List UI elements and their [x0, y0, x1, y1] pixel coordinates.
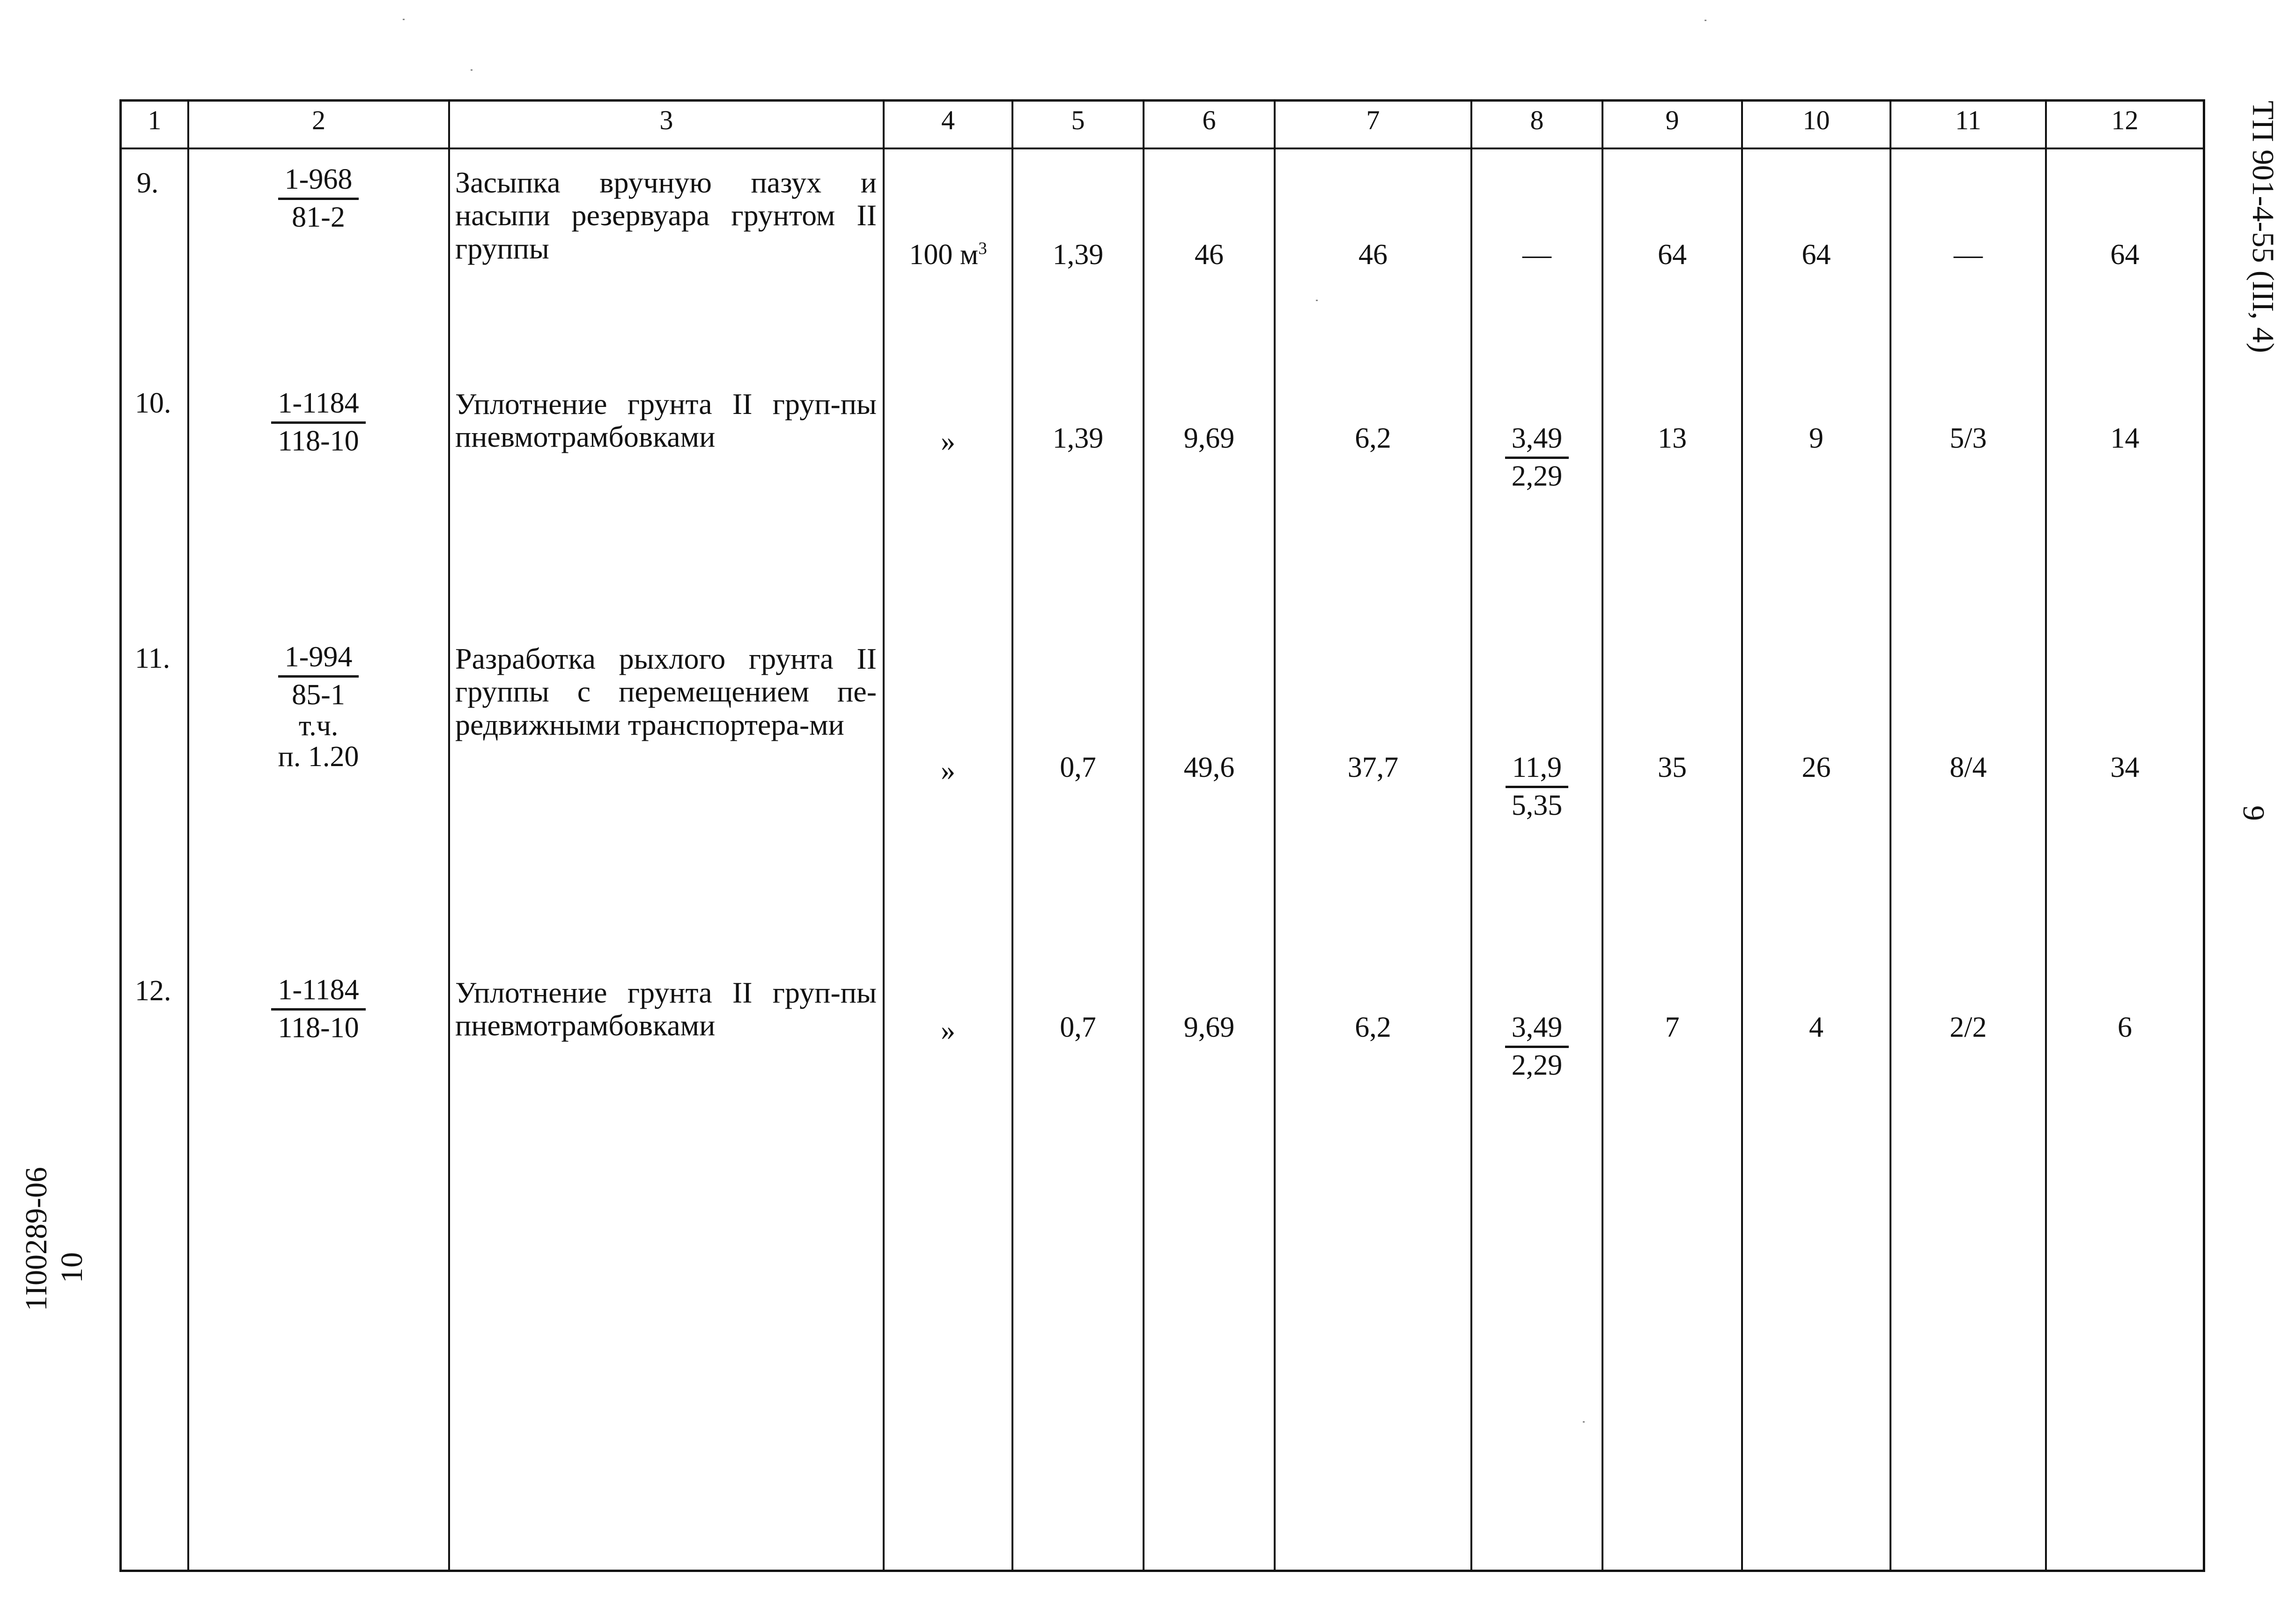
unit-label: 100 м — [909, 239, 979, 271]
work-description: Засыпка вручную пазух и насыпи резервуара грунтом II группы — [455, 166, 877, 265]
value-col5: 1,39 — [1052, 239, 1104, 271]
row-number: 11. — [135, 642, 170, 674]
value-col9: 13 — [1658, 422, 1687, 454]
scan-speck — [1705, 20, 1706, 21]
value-col8-top: 3,49 — [1505, 1013, 1569, 1048]
column-divider — [1602, 99, 1603, 1572]
value-col5: 0,7 — [1060, 1011, 1096, 1043]
value-col7: 6,2 — [1355, 422, 1391, 454]
column-header: 11 — [1955, 105, 1981, 135]
value-col6: 9,69 — [1183, 422, 1235, 454]
column-divider — [883, 99, 885, 1572]
page-number: 9 — [2237, 805, 2271, 821]
value-col6: 49,6 — [1183, 752, 1235, 783]
work-description: Уплотнение грунта II груп-пы пневмотрамбовками — [455, 976, 877, 1042]
value-col9: 7 — [1665, 1011, 1680, 1043]
value-col8: — — [1522, 239, 1551, 271]
column-header: 1 — [148, 105, 162, 135]
archive-page: 10 — [55, 1252, 89, 1283]
norm-code-point: п. 1.20 — [278, 741, 359, 773]
value-col6: 9,69 — [1183, 1011, 1235, 1043]
value-col8-top: 11,9 — [1506, 753, 1568, 788]
value-col11: 2/2 — [1949, 1011, 1987, 1043]
value-col10: 26 — [1801, 752, 1831, 783]
column-header: 6 — [1202, 105, 1216, 135]
scan-speck — [403, 19, 405, 20]
column-divider — [1143, 99, 1144, 1572]
value-col12: 6 — [2118, 1011, 2132, 1043]
column-divider — [1890, 99, 1891, 1572]
work-description: Уплотнение грунта II груп-пы пневмотрамбовками — [455, 387, 877, 454]
value-col8 — [1472, 424, 1602, 491]
value-col8-top: 3,49 — [1505, 424, 1569, 459]
column-divider — [1470, 99, 1472, 1572]
column-header: 2 — [312, 105, 325, 135]
value-col10: 64 — [1801, 239, 1831, 271]
value-col12: 14 — [2110, 422, 2140, 454]
value-col7: 46 — [1358, 239, 1388, 271]
value-col8-bottom: 5,35 — [1511, 790, 1563, 821]
column-header: 7 — [1366, 105, 1380, 135]
column-divider — [1741, 99, 1743, 1572]
table-header-divider — [119, 148, 2205, 149]
value-col8 — [1472, 1013, 1602, 1080]
norm-code-top: 1-994 — [278, 642, 359, 678]
scan-speck — [471, 69, 472, 71]
column-header: 12 — [2111, 105, 2139, 135]
value-col12: 64 — [2110, 239, 2140, 271]
norm-code-bottom: 85-1 — [292, 679, 345, 711]
work-description: Разработка рыхлого грунта II группы с перемещением пе-редвижными транспортера-ми — [455, 642, 877, 741]
value-col5: 1,39 — [1052, 422, 1104, 454]
norm-code — [246, 389, 391, 456]
norm-code-note: т.ч. — [298, 710, 339, 742]
value-col5: 0,7 — [1060, 752, 1096, 783]
archive-stamp — [19, 1105, 89, 1311]
value-col11: — — [1954, 239, 1983, 271]
row-number: 12. — [135, 975, 171, 1007]
value-col11: 8/4 — [1949, 752, 1987, 783]
column-header: 5 — [1071, 105, 1085, 135]
column-header: 4 — [941, 105, 955, 135]
unit-cell: » — [941, 426, 955, 457]
column-header: 8 — [1530, 105, 1544, 135]
norm-code — [253, 642, 384, 771]
value-col12: 34 — [2110, 752, 2140, 783]
column-divider — [448, 99, 450, 1572]
column-header: 10 — [1802, 105, 1830, 135]
value-col7: 6,2 — [1355, 1011, 1391, 1043]
archive-code: 1I00289-06 — [19, 1167, 53, 1311]
norm-code-top: 1-1184 — [271, 975, 365, 1011]
norm-code-bottom: 118-10 — [278, 1012, 359, 1044]
value-col8 — [1472, 753, 1602, 820]
row-number: 9. — [137, 167, 159, 199]
norm-code — [246, 975, 391, 1042]
unit-cell: » — [941, 755, 955, 787]
row-number: 10. — [135, 387, 171, 419]
value-col7: 37,7 — [1347, 752, 1399, 783]
table-right-border — [2203, 99, 2205, 1572]
table-top-border — [119, 99, 2205, 102]
value-col8-bottom: 2,29 — [1511, 460, 1563, 492]
unit-cell: » — [941, 1015, 955, 1047]
norm-code-top: 1-968 — [278, 165, 359, 200]
column-divider — [187, 99, 189, 1572]
value-col9: 64 — [1658, 239, 1687, 271]
column-header: 3 — [659, 105, 673, 135]
value-col9: 35 — [1658, 752, 1687, 783]
value-col10: 4 — [1809, 1011, 1824, 1043]
table-left-border — [119, 99, 122, 1572]
column-divider — [2045, 99, 2047, 1572]
table-bottom-border — [119, 1570, 2205, 1572]
column-divider — [1274, 99, 1276, 1572]
scan-speck — [1583, 1421, 1585, 1423]
column-header: 9 — [1665, 105, 1679, 135]
column-divider — [1011, 99, 1013, 1572]
norm-code-bottom: 81-2 — [292, 201, 345, 233]
scan-speck — [1316, 300, 1318, 301]
norm-code-bottom: 118-10 — [278, 425, 359, 457]
value-col8-bottom: 2,29 — [1511, 1049, 1563, 1081]
document-code: ТП 901-4-55 (III, 4) — [2246, 101, 2280, 353]
value-col6: 46 — [1195, 239, 1224, 271]
unit-cell — [885, 240, 1011, 269]
value-col10: 9 — [1809, 422, 1824, 454]
value-col11: 5/3 — [1949, 422, 1987, 454]
norm-code — [253, 165, 384, 232]
unit-superscript: 3 — [978, 239, 987, 258]
norm-code-top: 1-1184 — [271, 389, 365, 424]
